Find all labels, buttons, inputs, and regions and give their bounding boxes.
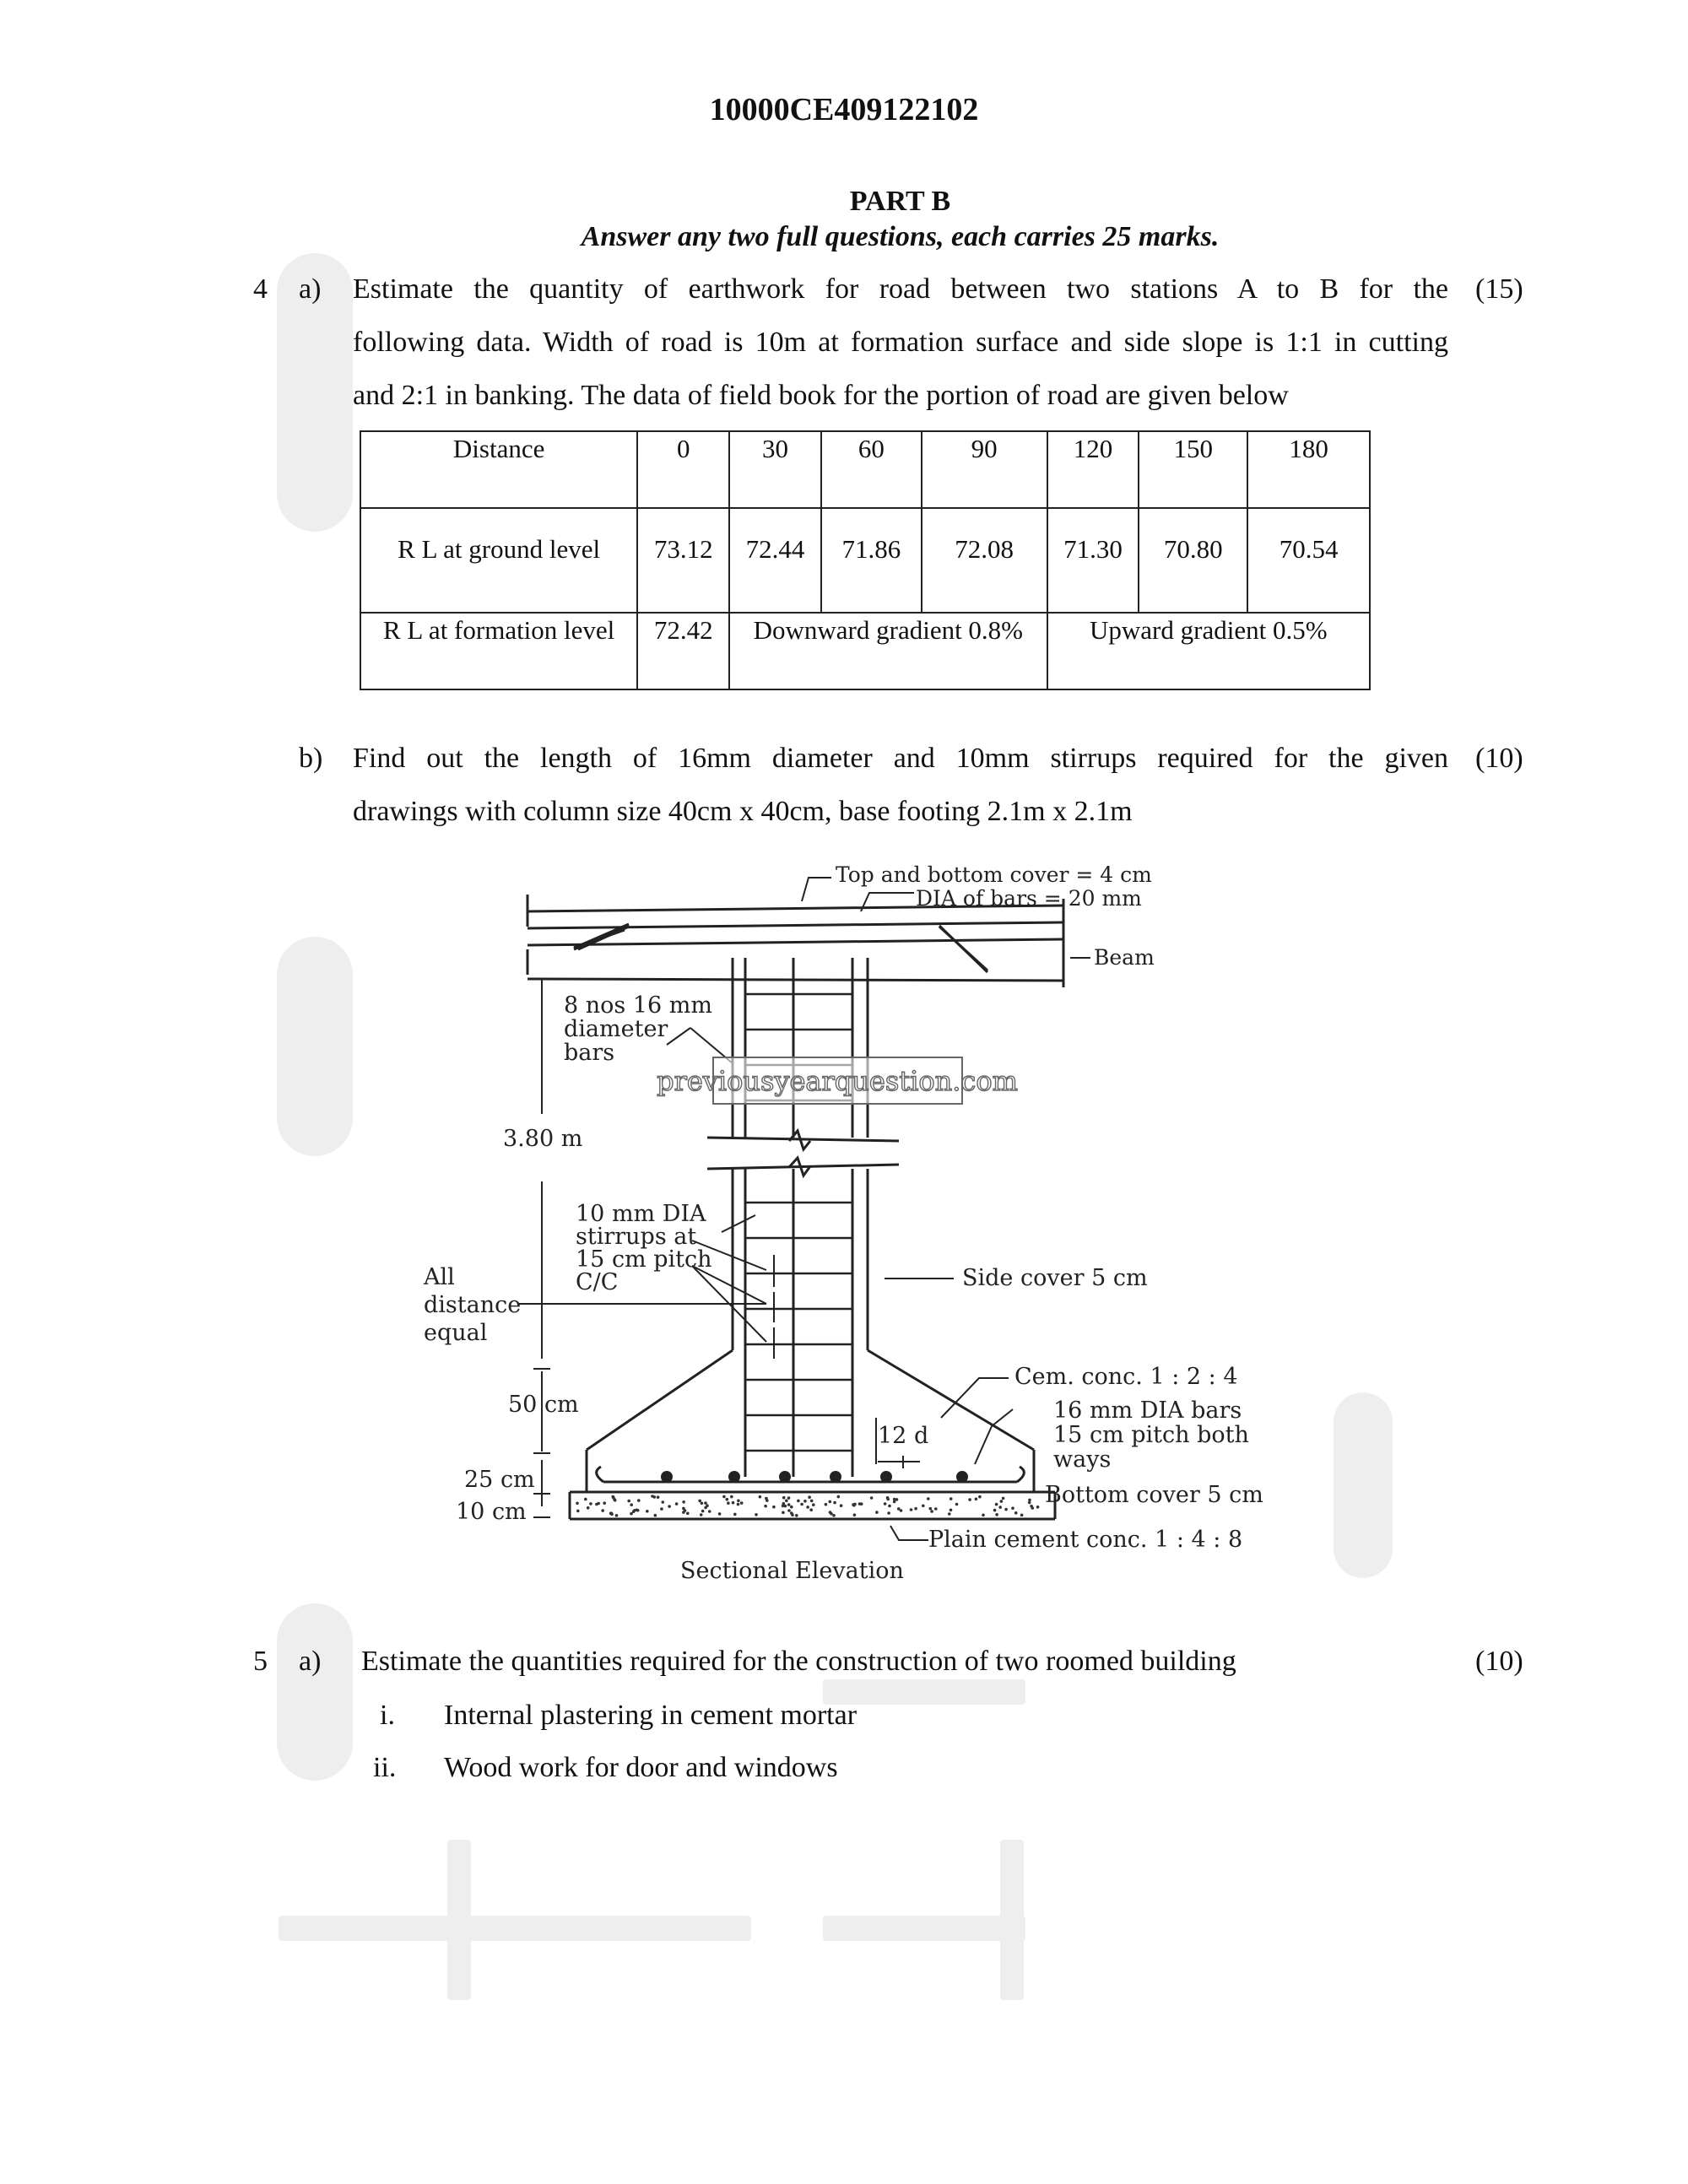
stipple-dot	[884, 1502, 887, 1506]
question-text-line: drawings with column size 40cm x 40cm, base footing 2.1m x 2.1m	[353, 796, 1133, 827]
stipple-dot	[914, 1507, 917, 1511]
table-cell: 30	[729, 431, 821, 508]
stipple-dot	[682, 1507, 685, 1511]
stipple-dot	[609, 1512, 613, 1516]
fig-label-all-line1: All	[424, 1264, 455, 1290]
stipple-dot	[1004, 1508, 1008, 1511]
stipple-dot	[675, 1502, 679, 1506]
fig-label-base-bars-line3: ways	[1053, 1446, 1112, 1473]
fig-label-height: 3.80 m	[503, 1126, 583, 1152]
stipple-dot	[832, 1514, 836, 1517]
stipple-dot	[806, 1506, 809, 1509]
stipple-dot	[887, 1511, 890, 1515]
stipple-dot	[1014, 1511, 1018, 1515]
stipple-dot	[654, 1514, 657, 1517]
beam-haunch-line	[939, 926, 987, 972]
watermark-shape	[279, 1916, 751, 1941]
stipple-dot	[701, 1502, 704, 1506]
stipple-dot	[1011, 1506, 1014, 1510]
fig-label-10cm: 10 cm	[456, 1499, 527, 1525]
fig-label-cem-conc: Cem. conc. 1 : 2 : 4	[1014, 1364, 1238, 1390]
stipple-dot	[764, 1505, 767, 1508]
stipple-dot	[809, 1508, 813, 1511]
stipple-dot	[978, 1495, 982, 1499]
watermark-shape	[447, 1840, 471, 2000]
stipple-dot	[787, 1496, 791, 1500]
fig-label-stirrups-line1: 10 mm DIA	[576, 1201, 706, 1227]
fig-label-bars-line3: bars	[564, 1040, 615, 1066]
table-row	[360, 613, 1370, 689]
stipple-dot	[955, 1503, 959, 1506]
stipple-dot	[730, 1495, 733, 1499]
stipple-dot	[825, 1503, 828, 1506]
stipple-dot	[785, 1500, 788, 1503]
stipple-dot	[686, 1512, 690, 1516]
stipple-dot	[1031, 1506, 1035, 1510]
paper-code: 10000CE409122102	[709, 92, 979, 127]
table-row-label: R L at ground level	[360, 508, 637, 613]
list-item-number: i.	[380, 1700, 395, 1731]
question-text-line: and 2:1 in banking. The data of field book for the portion of road are given below	[353, 380, 1289, 411]
fig-label-plain-conc: Plain cement conc. 1 : 4 : 8	[928, 1527, 1243, 1553]
stipple-dot	[630, 1503, 633, 1506]
stipple-dot	[995, 1513, 998, 1516]
stipple-dot	[810, 1500, 814, 1503]
watermark-text: previousyearquestion.com	[657, 1065, 1018, 1097]
stipple-dot	[1000, 1500, 1004, 1503]
table-cell: 71.30	[1047, 508, 1139, 613]
table-cell: 60	[821, 431, 922, 508]
stipple-dot	[576, 1510, 580, 1513]
stipple-dot	[837, 1495, 841, 1499]
table-cell: 0	[637, 431, 729, 508]
stipple-dot	[651, 1495, 654, 1498]
table-cell: 120	[1047, 431, 1139, 508]
table-cell: 180	[1247, 431, 1370, 508]
stipple-dot	[787, 1503, 791, 1506]
stipple-dot	[587, 1506, 590, 1510]
stipple-dot	[975, 1498, 978, 1501]
table-cell: 71.86	[821, 508, 922, 613]
stipple-dot	[803, 1500, 807, 1503]
stipple-dot	[704, 1506, 707, 1510]
watermark-shape	[277, 937, 353, 1156]
beam-haunch-line	[578, 927, 629, 949]
fig-label-dia-bars: DIA of bars = 20 mm	[916, 886, 1142, 911]
fig-label-stirrups-line4: C/C	[576, 1269, 619, 1295]
stipple-dot	[701, 1510, 705, 1513]
stipple-dot	[766, 1499, 769, 1502]
stipple-dot	[597, 1502, 600, 1506]
site-watermark-stamp	[657, 1057, 1018, 1104]
stipple-dot	[995, 1503, 998, 1506]
sectional-elevation-figure	[405, 852, 1350, 1595]
table-row	[360, 508, 1370, 613]
part-instruction: Answer any two full questions, each carries 25 marks.	[581, 221, 1220, 252]
fig-label-all-line3: equal	[424, 1320, 488, 1346]
stipple-dot	[589, 1502, 592, 1506]
fig-caption: Sectional Elevation	[680, 1558, 904, 1584]
stipple-dot	[627, 1500, 630, 1503]
watermark-shape	[823, 1916, 1025, 1941]
question-sub-label: a)	[299, 273, 322, 305]
stipple-dot	[870, 1496, 874, 1500]
stipple-dot	[1028, 1501, 1031, 1505]
stipple-dot	[968, 1498, 971, 1501]
stipple-dot	[601, 1509, 604, 1512]
stipple-dot	[737, 1503, 740, 1506]
column-drawing	[707, 958, 899, 1477]
stipple-dot	[726, 1498, 729, 1501]
table-row-label: R L at formation level	[360, 613, 637, 689]
table-row	[360, 431, 1370, 508]
stipple-dot	[603, 1501, 606, 1505]
stipple-dot	[853, 1513, 857, 1516]
question-text-line: Estimate the quantities required for the construction of two roomed building	[361, 1646, 1236, 1677]
stipple-dot	[934, 1507, 938, 1511]
stipple-dot	[1028, 1499, 1031, 1502]
stipple-dot	[840, 1504, 843, 1507]
stipple-dot	[782, 1502, 786, 1506]
stipple-dot	[662, 1500, 665, 1504]
stipple-dot	[950, 1497, 953, 1500]
stipple-dot	[893, 1500, 896, 1504]
stipple-dot	[700, 1513, 703, 1516]
fig-label-stirrups-line2: stirrups at	[576, 1224, 697, 1250]
question-sub-label: a)	[299, 1646, 322, 1677]
fig-label-25cm: 25 cm	[464, 1467, 535, 1493]
table-cell: 70.80	[1139, 508, 1247, 613]
question-text-line: following data. Width of road is 10m at formation surface and side slope is 1:1 in cutting	[353, 327, 1448, 358]
stipple-dot	[830, 1512, 833, 1516]
field-book-table	[360, 430, 1371, 690]
stipple-dot	[584, 1498, 587, 1501]
stipple-dot	[790, 1506, 793, 1509]
stipple-dot	[636, 1509, 639, 1512]
stipple-dot	[929, 1507, 933, 1511]
stipple-dot	[660, 1507, 663, 1511]
stipple-dot	[1020, 1514, 1024, 1517]
stipple-dot	[732, 1501, 735, 1505]
fig-label-base-bars-line2: 15 cm pitch both	[1053, 1422, 1249, 1448]
fig-label-stirrups-line3: 15 cm pitch	[576, 1246, 712, 1273]
stipple-dot	[875, 1511, 879, 1514]
stipple-dot	[727, 1501, 730, 1505]
stipple-dot	[737, 1500, 740, 1503]
table-row-label: Distance	[360, 431, 637, 508]
stipple-dot	[829, 1500, 832, 1504]
stipple-dot	[733, 1513, 737, 1516]
table-cell: 72.08	[922, 508, 1047, 613]
table-cell: 73.12	[637, 508, 729, 613]
stipple-dot	[950, 1509, 953, 1512]
fig-label-12d: 12 d	[878, 1423, 929, 1449]
stipple-dot	[922, 1505, 925, 1508]
footing-drawing	[570, 1350, 1055, 1519]
stipple-dot	[722, 1495, 726, 1499]
question-number: 5	[253, 1646, 268, 1677]
stipple-dot	[858, 1502, 862, 1506]
stipple-dot	[782, 1496, 786, 1500]
stipple-dot	[812, 1503, 815, 1506]
fig-label-top-cover: Top and bottom cover = 4 cm	[836, 862, 1152, 887]
table-cell: 72.44	[729, 508, 821, 613]
stipple-dot	[900, 1509, 903, 1512]
stipple-dot	[782, 1511, 785, 1515]
table-cell: Upward gradient 0.5%	[1047, 613, 1370, 689]
stipple-dot	[910, 1508, 913, 1511]
list-item: Internal plastering in cement mortar	[444, 1700, 858, 1731]
stipple-dot	[1002, 1497, 1005, 1500]
table-cell: 70.54	[1247, 508, 1370, 613]
watermark-shape	[1000, 1840, 1024, 2000]
stipple-dot	[852, 1504, 856, 1507]
part-title: PART B	[849, 186, 951, 217]
stipple-dot	[791, 1513, 794, 1516]
stipple-dot	[800, 1503, 803, 1506]
stipple-dot	[787, 1509, 791, 1512]
fig-label-50cm: 50 cm	[508, 1392, 579, 1418]
stipple-dot	[795, 1514, 798, 1517]
table-cell: 72.42	[637, 613, 729, 689]
fig-label-beam: Beam	[1094, 945, 1155, 970]
question-text-line: Estimate the quantity of earthwork for road between two stations A to B for the	[353, 273, 1448, 305]
question-number: 4	[253, 273, 268, 305]
question-text-line: Find out the length of 16mm diameter and 10mm stirrups required for the given	[353, 743, 1448, 774]
stipple-dot	[797, 1500, 800, 1503]
stipple-dot	[895, 1498, 899, 1501]
fig-label-all-line2: distance	[424, 1292, 522, 1318]
question-sub-label: b)	[299, 743, 323, 774]
stipple-dot	[657, 1495, 660, 1499]
stipple-dot	[614, 1499, 617, 1502]
stipple-dot	[755, 1513, 758, 1516]
stipple-dot	[668, 1505, 671, 1508]
table-cell: 150	[1139, 431, 1247, 508]
fig-label-bottom-cover: Bottom cover 5 cm	[1045, 1482, 1263, 1508]
stipple-dot	[948, 1512, 951, 1516]
marks: (10)	[1475, 743, 1523, 774]
stipple-dot	[637, 1499, 641, 1502]
watermark-shape	[277, 1603, 353, 1781]
stipple-dot	[740, 1501, 744, 1505]
stipple-dot	[888, 1505, 891, 1508]
stipple-dot	[576, 1502, 579, 1506]
stipple-dot	[993, 1509, 997, 1512]
table-cell: Downward gradient 0.8%	[729, 613, 1047, 689]
stipple-dot	[646, 1510, 649, 1513]
stipple-dot	[772, 1506, 776, 1509]
stipple-dot	[698, 1500, 701, 1503]
fig-label-bars-line1: 8 nos 16 mm	[564, 992, 712, 1019]
stipple-dot	[615, 1514, 619, 1517]
table-cell: 90	[922, 431, 1047, 508]
list-item: Wood work for door and windows	[444, 1752, 838, 1783]
stipple-dot	[930, 1510, 933, 1513]
stipple-dot	[682, 1500, 685, 1504]
stipple-dot	[708, 1510, 711, 1513]
marks: (10)	[1475, 1646, 1523, 1677]
stipple-dot	[833, 1501, 836, 1505]
fig-label-side-cover: Side cover 5 cm	[962, 1265, 1148, 1291]
stipple-dot	[718, 1512, 722, 1516]
fig-label-bars-line2: diameter	[564, 1016, 668, 1042]
stipple-dot	[998, 1506, 1002, 1509]
stipple-dot	[1036, 1506, 1040, 1509]
marks: (15)	[1475, 273, 1523, 305]
stipple-dot	[927, 1497, 930, 1500]
fig-label-base-bars-line1: 16 mm DIA bars	[1053, 1397, 1242, 1424]
stipple-dot	[759, 1495, 762, 1499]
list-item-number: ii.	[373, 1752, 397, 1783]
stipple-dot	[886, 1498, 890, 1501]
stipple-dot	[982, 1514, 985, 1517]
stipple-dot	[704, 1501, 707, 1505]
stipple-dot	[630, 1512, 633, 1516]
stipple-dot	[808, 1495, 811, 1499]
plain-concrete-texture	[576, 1495, 1039, 1516]
